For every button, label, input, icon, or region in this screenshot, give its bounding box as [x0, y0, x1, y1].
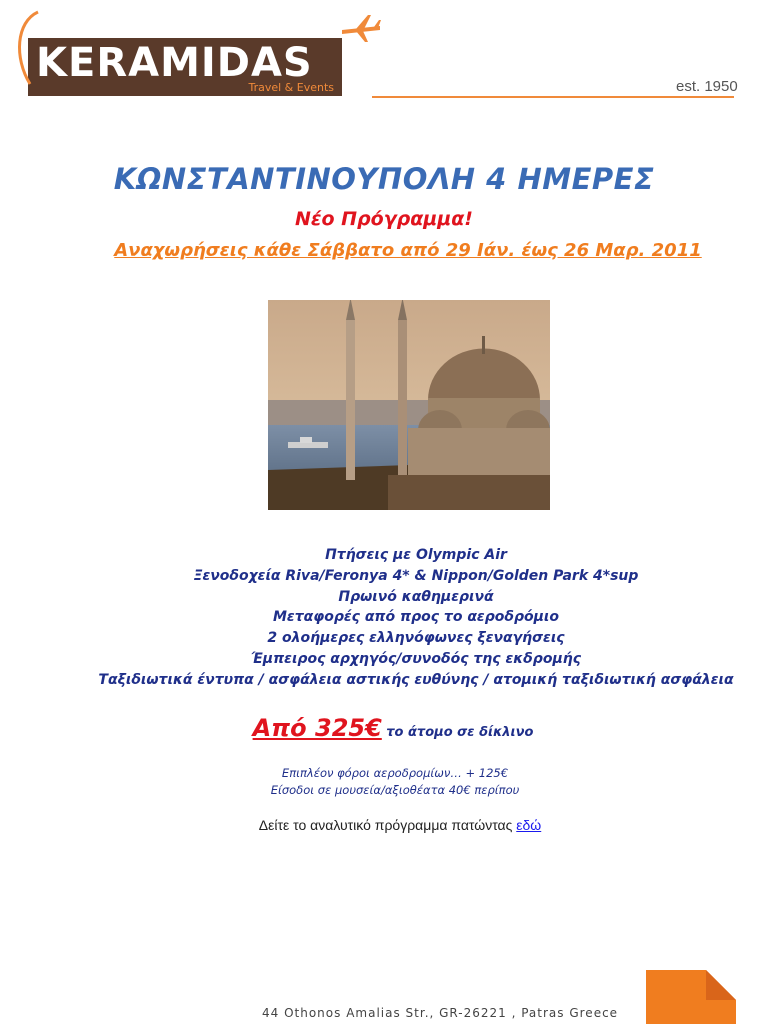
features-list — [0, 545, 768, 691]
feature-item: 2 ολοήμερες ελληνόφωνες ξεναγήσεις — [267, 630, 565, 647]
logo-wordmark: KERAMIDAS — [36, 40, 313, 86]
established-year: est. 1950 — [676, 78, 738, 95]
details-text: Δείτε το αναλυτικό πρόγραμμα πατώντας — [258, 817, 513, 833]
price-note: το άτομο σε δίκλινο — [386, 725, 534, 740]
price: Από 325€ — [252, 714, 382, 742]
airplane-icon — [340, 12, 382, 44]
mosque-photo — [268, 300, 550, 510]
feature-item: Ξενοδοχεία Riva/Feronya 4* & Nippon/Golden Park 4*sup — [193, 567, 639, 584]
extra-cost-item: Είσοδοι σε μουσεία/αξιοθέατα 40€ περίπου — [270, 783, 520, 797]
price-line — [0, 714, 768, 742]
company-logo — [28, 38, 342, 96]
extra-cost-item: Επιπλέον φόροι αεροδρομίων… + 125€ — [281, 766, 509, 780]
header-divider — [372, 96, 734, 98]
feature-item: Πρωινό καθημερινά — [338, 588, 494, 605]
extra-costs — [0, 765, 768, 799]
logo-tagline: Travel & Events — [248, 81, 334, 94]
footer-address: 44 Othonos Amalias Str., GR-26221 , Patras Greece — [262, 1006, 619, 1020]
corner-decoration — [646, 970, 736, 1024]
swoosh-icon — [12, 8, 42, 88]
feature-item: Έμπειρος αρχηγός/συνοδός της εκδρομής — [250, 650, 582, 667]
details-line — [0, 817, 768, 833]
feature-item: Ταξιδιωτικά έντυπα / ασφάλεια αστικής ευθύνης / ατομική ταξιδιωτική ασφάλεια — [98, 671, 734, 688]
feature-item: Πτήσεις με Olympic Air — [325, 547, 507, 563]
departures-dates: Αναχωρήσεις κάθε Σάββατο από 29 Ιάν. έως 26 Μαρ. 2011 — [114, 240, 702, 261]
feature-item: Μεταφορές από προς το αεροδρόμιο — [272, 609, 559, 626]
new-program-label: Νέο Πρόγραμμα! — [295, 208, 473, 230]
page-title: ΚΩΝΣΤΑΝΤΙΝΟΥΠΟΛΗ 4 ΗΜΕΡΕΣ — [113, 162, 655, 196]
details-link[interactable]: εδώ — [516, 817, 542, 833]
